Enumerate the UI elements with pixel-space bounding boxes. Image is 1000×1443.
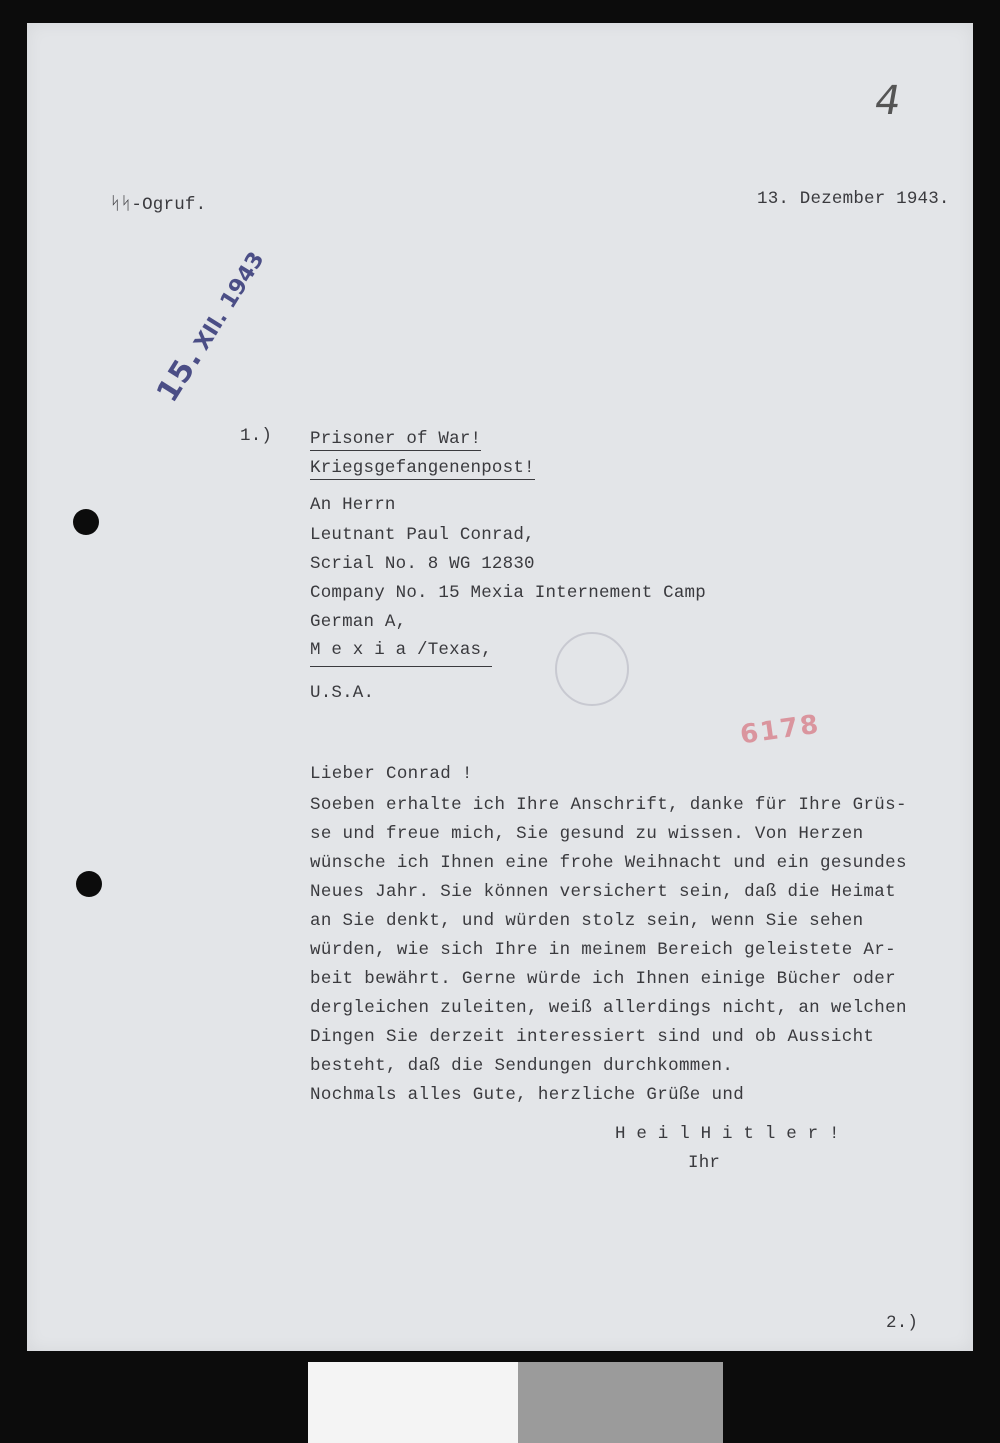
address-line-8: M e x i a /Texas, [310,640,492,667]
document-page [27,23,973,1351]
letter-line: beit bewährt. Gerne würde ich Ihnen einige Bücher oder [310,969,896,989]
letter-closing-signoff: Ihr [688,1153,721,1173]
address-line-7: German A, [310,612,407,632]
address-line-5: Scrial No. 8 WG 12830 [310,554,535,574]
punch-hole-top [73,509,99,535]
faint-seal-stamp [555,632,629,706]
address-line-2: Kriegsgefangenenpost! [310,458,535,478]
address-line-9: U.S.A. [310,683,375,703]
letter-salutation: Lieber Conrad ! [310,764,473,784]
handwritten-page-number: 4 [870,78,905,124]
letter-line: se und freue mich, Sie gesund zu wissen. Von Herzen [310,824,864,844]
letter-closing-salute: H e i l H i t l e r ! [615,1124,840,1144]
address-line-6: Company No. 15 Mexia Internement Camp [310,583,706,603]
item-number: 1.) [240,426,273,446]
address-pow-line [310,428,481,450]
address-line-3: An Herrn [310,495,396,515]
color-calibration-gray [518,1362,723,1443]
letter-line: Neues Jahr. Sie können versichert sein, daß die Heimat [310,882,896,902]
letter-line: dergleichen zuleiten, weiß allerdings nicht, an welchen [310,998,907,1018]
letter-line: Soeben erhalte ich Ihre Anschrift, danke für Ihre Grüs- [310,795,907,815]
address-line-4: Leutnant Paul Conrad, [310,525,535,545]
red-registration-stamp: 6178 [738,709,823,751]
letter-line: Nochmals alles Gute, herzliche Grüße und [310,1085,745,1105]
letter-date: 13. Dezember 1943. [757,189,950,209]
stamp-day: 15. [150,342,210,409]
letter-line: wünsche ich Ihnen eine frohe Weihnacht und ein gesundes [310,853,907,873]
punch-hole-bottom [76,871,102,897]
office-abbreviation: ᛋᛋ-Ogruf. [110,195,207,215]
letter-line: Dingen Sie derzeit interessiert sind und ob Aussicht [310,1027,875,1047]
address-city-line [310,639,492,661]
letter-line: an Sie denkt, und würden stolz sein, wenn Sie sehen [310,911,864,931]
stamp-month-year: XII. 1943 [189,247,270,355]
next-item-number: 2.) [886,1313,919,1333]
color-calibration-white [308,1362,518,1443]
letter-line: besteht, daß die Sendungen durchkommen. [310,1056,734,1076]
address-post-line [310,457,535,479]
address-line-1: Prisoner of War! [310,429,482,449]
letter-line: würden, wie sich Ihre in meinem Bereich geleistete Ar- [310,940,896,960]
